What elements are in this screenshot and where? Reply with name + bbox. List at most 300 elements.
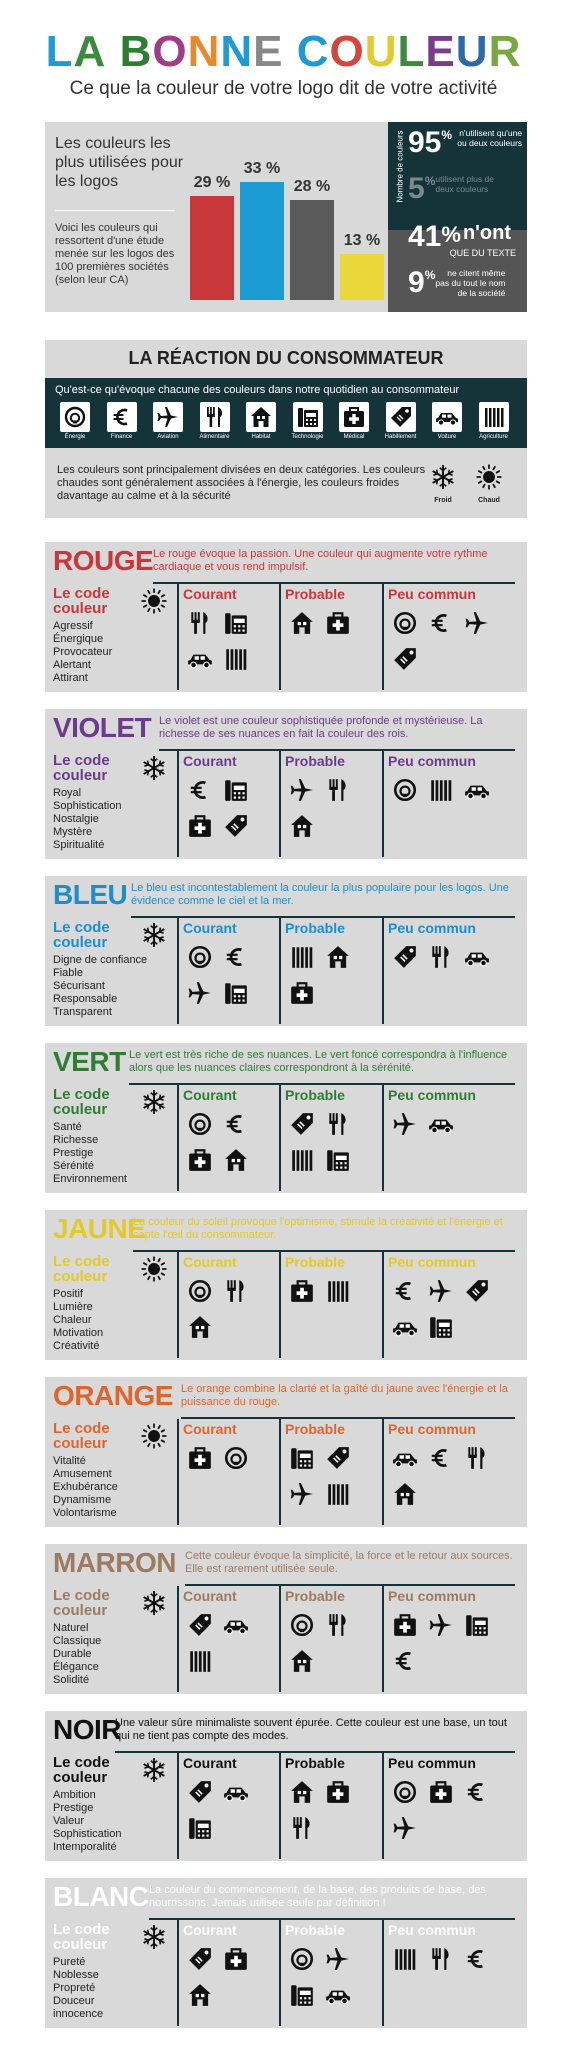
trait-item: Ambition [53, 1789, 96, 1801]
column-divider [279, 751, 281, 857]
category-house [243, 402, 279, 440]
category-label: Finance [110, 434, 133, 440]
trait-item: Intemporalité [53, 1841, 117, 1853]
trait-item: Dynamisme [53, 1494, 112, 1506]
euro-icon [223, 944, 249, 970]
car-icon [325, 1982, 351, 2008]
traits-list [53, 954, 173, 1019]
traits-list [53, 1455, 173, 1520]
trait-item: Attirant [53, 672, 88, 684]
title-letter: N [220, 27, 254, 76]
section-jaune [45, 1210, 527, 1360]
stat-percent: % [424, 174, 436, 188]
price-tag-icon [187, 1779, 213, 1805]
car-icon [428, 1111, 454, 1137]
vertical-label: Nombre de couleurs [395, 130, 405, 203]
euro-icon [428, 1445, 454, 1471]
cutlery-icon [325, 777, 351, 803]
trait-item: Positif [53, 1288, 83, 1300]
sun-icon [141, 588, 167, 614]
fax-icon [223, 777, 249, 803]
column-divider [279, 1586, 281, 1692]
category-label: Habillement [384, 434, 417, 440]
code-couleur-title: Le code couleur [53, 1420, 110, 1452]
column-title-probable: Probable [285, 1755, 345, 1771]
stat-value: 9 [408, 266, 425, 299]
medical-kit-icon [187, 1445, 213, 1471]
cutlery-icon [325, 1111, 351, 1137]
fax-icon [293, 402, 323, 432]
house-icon [289, 813, 315, 839]
column-divider [382, 918, 384, 1024]
title-letter [106, 28, 119, 76]
trait-item: Valeur [53, 1815, 84, 1827]
column-title-peu: Peu commun [388, 920, 476, 936]
trait-item: Durable [53, 1648, 92, 1660]
fax-icon [289, 1982, 315, 2008]
radiator-icon [187, 1648, 213, 1674]
page-title [0, 28, 567, 76]
stats-divider [55, 210, 175, 211]
sun-icon [476, 464, 502, 490]
trait-item: Élégance [53, 1661, 99, 1673]
trait-item: Richesse [53, 1134, 99, 1146]
cutlery-icon [428, 1946, 454, 1972]
stat-row [408, 222, 526, 258]
snowflake-icon [141, 1924, 167, 1950]
snowflake-icon [141, 922, 167, 948]
sun-icon [141, 1256, 167, 1282]
trait-item: Prestige [53, 1802, 94, 1814]
column-divider [382, 1753, 384, 1859]
trait-item: Solidité [53, 1674, 90, 1686]
section-description: La couleur du soleil provoque l'optimisme, stimule la créativité et l'énergie et capte l'œil du consommateur. [133, 1216, 503, 1241]
trait-item: Chaleur [53, 1314, 92, 1326]
reaction-panel [45, 340, 527, 518]
column-title-courant: Courant [183, 1755, 237, 1771]
trait-item: Volontarisme [53, 1507, 117, 1519]
medical-kit-icon [392, 1612, 418, 1638]
car-icon [464, 944, 490, 970]
column-divider [177, 584, 179, 690]
section-rule [115, 1751, 515, 1753]
column-title-courant: Courant [183, 1922, 237, 1938]
medical-kit-icon [325, 1779, 351, 1805]
column-title-probable: Probable [285, 1922, 345, 1938]
fax-icon [187, 1815, 213, 1841]
trait-item: Motivation [53, 1327, 104, 1339]
legend-warm-label: Chaud [478, 497, 500, 504]
trait-item: Sécurisant [53, 980, 105, 992]
trait-item: Sérénité [53, 1160, 94, 1172]
trait-item: Nostalgie [53, 813, 99, 825]
code-couleur-title: Le code couleur [53, 752, 110, 784]
title-letter: U [455, 27, 489, 76]
price-tag-icon [464, 1278, 490, 1304]
house-icon [289, 610, 315, 636]
energy-icon [187, 1111, 213, 1137]
column-divider [177, 1419, 179, 1525]
house-icon [187, 1314, 213, 1340]
category-tag [383, 402, 419, 440]
column-title-probable: Probable [285, 1254, 345, 1270]
column-title-probable: Probable [285, 1087, 345, 1103]
plane-icon [428, 1612, 454, 1638]
car-icon [392, 1314, 418, 1340]
title-letter: B [119, 27, 153, 76]
column-divider [279, 1085, 281, 1191]
plane-icon [289, 777, 315, 803]
column-divider [177, 1753, 179, 1859]
category-euro [104, 402, 140, 440]
stat-percent: % [441, 128, 453, 142]
column-title-peu: Peu commun [388, 753, 476, 769]
trait-item: Propreté [53, 1982, 96, 1994]
code-couleur-title: Le code couleur [53, 1754, 110, 1786]
car-icon [392, 1445, 418, 1471]
column-divider [279, 1920, 281, 2026]
column-divider [279, 918, 281, 1024]
medical-kit-icon [187, 813, 213, 839]
column-divider [382, 1920, 384, 2026]
plane-icon [187, 980, 213, 1006]
radiator-icon [479, 402, 509, 432]
column-title-peu: Peu commun [388, 1922, 476, 1938]
column-divider [382, 1085, 384, 1191]
trait-item: Exhubérance [53, 1481, 118, 1493]
stat-extra: n'ont [462, 222, 512, 244]
traits-list [53, 1121, 173, 1186]
radiator-icon [289, 1147, 315, 1173]
category-label: Agriculture [479, 434, 508, 440]
stats-description: Voici les couleurs qui ressortent d'une étude menée sur les logos des 100 premières sociétés (selon leur CA) [55, 222, 175, 286]
house-icon [246, 402, 276, 432]
radiator-icon [223, 646, 249, 672]
house-icon [223, 1147, 249, 1173]
euro-icon [428, 610, 454, 636]
column-divider [382, 584, 384, 690]
trait-item: Naturel [53, 1622, 89, 1634]
trait-item: Lumière [53, 1301, 93, 1313]
column-title-peu: Peu commun [388, 1588, 476, 1604]
column-divider [177, 751, 179, 857]
euro-icon [464, 1779, 490, 1805]
trait-item: Créativité [53, 1340, 100, 1352]
trait-item: Alertant [53, 659, 91, 671]
section-rule [181, 1417, 515, 1419]
column-divider [177, 1586, 179, 1692]
legend-cold [423, 464, 463, 504]
section-blanc [45, 1878, 527, 2028]
category-fork [197, 402, 233, 440]
section-rule [149, 1918, 515, 1920]
title-letter: N [187, 27, 221, 76]
section-rule [159, 749, 515, 751]
category-label: Énergie [64, 434, 86, 440]
title-letter [284, 28, 297, 76]
house-icon [289, 1779, 315, 1805]
fax-icon [464, 1612, 490, 1638]
title-letter: C [296, 27, 330, 76]
price-tag-icon [392, 944, 418, 970]
energy-icon [289, 1612, 315, 1638]
column-title-peu: Peu commun [388, 586, 476, 602]
traits-list [53, 787, 173, 852]
section-name: MARRON [53, 1547, 176, 1578]
section-description: Une valeur sûre minimaliste souvent épurée. Cette couleur est une base, un tout qui ne tient pas compte des modes. [115, 1717, 507, 1742]
traits-list [53, 1622, 173, 1687]
section-description: Le bleu est incontestablement la couleur la plus populaire pour les logos. Une évidence comme le ciel et la mer. [131, 882, 509, 907]
energy-icon [187, 1278, 213, 1304]
cutlery-icon [289, 1815, 315, 1841]
column-title-courant: Courant [183, 1421, 237, 1437]
column-divider [382, 1586, 384, 1692]
category-label: Technologie [291, 434, 324, 440]
traits-list [53, 1956, 173, 2021]
bar-label: 33 % [243, 160, 281, 177]
category-label: Médical [343, 434, 365, 440]
page-subtitle: Ce que la couleur de votre logo dit de votre activité [69, 78, 498, 99]
medical-kit-icon [289, 1278, 315, 1304]
bar-1 [190, 196, 234, 300]
category-band [45, 378, 527, 448]
category-label: Aviation [157, 434, 179, 440]
cutlery-icon [200, 402, 230, 432]
section-violet [45, 709, 527, 859]
euro-icon [107, 402, 137, 432]
column-title-courant: Courant [183, 1588, 237, 1604]
column-title-probable: Probable [285, 586, 345, 602]
trait-item: Spiritualité [53, 839, 105, 851]
medical-kit-icon [325, 610, 351, 636]
energy-icon [223, 1445, 249, 1471]
column-divider [177, 1085, 179, 1191]
medical-kit-icon [223, 1946, 249, 1972]
section-name: BLEU [53, 879, 128, 910]
title-letter: R [488, 27, 522, 76]
title-letter: U [364, 27, 398, 76]
stat-text: utilisent plus de deux couleurs [435, 174, 494, 194]
column-divider [177, 1252, 179, 1358]
category-car [429, 402, 465, 440]
stat-percent: % [441, 222, 461, 247]
radiator-icon [289, 944, 315, 970]
column-divider [279, 1252, 281, 1358]
trait-item: Noblesse [53, 1969, 99, 1981]
title-letter: E [425, 27, 456, 76]
plane-icon [464, 610, 490, 636]
price-tag-icon [386, 402, 416, 432]
medical-kit-icon [428, 1779, 454, 1805]
plane-icon [325, 1946, 351, 1972]
medical-kit-icon [339, 402, 369, 432]
trait-item: Sophistication [53, 1828, 122, 1840]
column-title-peu: Peu commun [388, 1421, 476, 1437]
stat-value: 5 [408, 172, 425, 205]
snowflake-icon [430, 464, 456, 490]
section-vert [45, 1043, 527, 1193]
bar-2 [240, 182, 284, 300]
euro-icon [187, 777, 213, 803]
euro-icon [223, 1111, 249, 1137]
column-divider [279, 1753, 281, 1859]
section-description: Le vert est très riche de ses nuances. Le vert foncé correspondra à l'influence alors que les nuances claires correspondront à la sérénité. [129, 1049, 508, 1074]
cutlery-icon [428, 944, 454, 970]
section-description: Le orange combine la clarté et la gaîté du jaune avec l'énergie et la puissance du rouge. [181, 1383, 508, 1408]
plane-icon [153, 402, 183, 432]
category-label: Alimentaire [199, 434, 230, 440]
fax-icon [289, 1445, 315, 1471]
code-couleur-title: Le code couleur [53, 585, 110, 617]
title-letter: O [329, 27, 365, 76]
trait-item: innocence [53, 2008, 104, 2020]
euro-icon [392, 1648, 418, 1674]
stat-row [408, 268, 526, 298]
trait-item: Classique [53, 1635, 102, 1647]
fax-icon [223, 980, 249, 1006]
section-marron [45, 1544, 527, 1694]
bar-4 [340, 254, 384, 300]
section-description: Cette couleur évoque la simplicité, la force et le retour aux sources. Elle est rarement utilisée seule. [185, 1550, 513, 1575]
stat-percent: % [424, 268, 436, 282]
trait-item: Royal [53, 787, 82, 799]
snowflake-icon [141, 1757, 167, 1783]
section-rule [153, 582, 515, 584]
fax-icon [223, 610, 249, 636]
snowflake-icon [141, 1590, 167, 1616]
stat-text: n'utilisent qu'une ou deux couleurs [457, 128, 523, 148]
column-title-probable: Probable [285, 1421, 345, 1437]
cutlery-icon [187, 610, 213, 636]
house-icon [325, 944, 351, 970]
code-couleur-title: Le code couleur [53, 1086, 110, 1118]
stat-value: 41 [408, 220, 442, 253]
column-title-peu: Peu commun [388, 1755, 476, 1771]
title-letter: E [253, 27, 284, 76]
category-medical [336, 402, 372, 440]
section-bleu [45, 876, 527, 1026]
section-name: ORANGE [53, 1380, 173, 1411]
euro-icon [464, 1946, 490, 1972]
section-rouge [45, 542, 527, 692]
energy-icon [392, 1779, 418, 1805]
energy-icon [60, 402, 90, 432]
medical-kit-icon [289, 980, 315, 1006]
house-icon [187, 1982, 213, 2008]
stat-text: QUE DU TEXTE [449, 248, 516, 258]
section-description: La couleur du commencement, de la base, des produits de base, des nourrissons. Jamais utilisée seule par définition ! [149, 1884, 486, 1909]
medical-kit-icon [187, 1147, 213, 1173]
plane-icon [392, 1815, 418, 1841]
car-icon [223, 1779, 249, 1805]
stat-row [408, 128, 526, 158]
bar-label: 28 % [293, 178, 331, 195]
car-icon [432, 402, 462, 432]
snowflake-icon [141, 755, 167, 781]
column-divider [382, 1252, 384, 1358]
trait-item: Santé [53, 1121, 82, 1133]
price-tag-icon [289, 1111, 315, 1137]
column-divider [177, 1920, 179, 2026]
price-tag-icon [187, 1946, 213, 1972]
column-title-courant: Courant [183, 1087, 237, 1103]
reaction-question: Qu'est-ce qu'évoque chacune des couleurs dans notre quotidien au consommateur [55, 384, 460, 396]
price-tag-icon [392, 646, 418, 672]
title-letter: L [397, 27, 426, 76]
section-name: VIOLET [53, 712, 152, 743]
trait-item: Provocateur [53, 646, 113, 658]
cutlery-icon [325, 1612, 351, 1638]
radiator-icon [392, 1946, 418, 1972]
column-title-courant: Courant [183, 920, 237, 936]
legend-cold-label: Froid [434, 497, 452, 504]
trait-item: Digne de confiance [53, 954, 148, 966]
plane-icon [289, 1481, 315, 1507]
bar-label: 13 % [343, 232, 381, 249]
section-name: BLANC [53, 1881, 149, 1912]
plane-icon [392, 1111, 418, 1137]
car-icon [464, 777, 490, 803]
column-title-probable: Probable [285, 1588, 345, 1604]
radiator-icon [428, 777, 454, 803]
reaction-title: LA RÉACTION DU CONSOMMATEUR [128, 348, 444, 368]
trait-item: Énergique [53, 633, 104, 645]
bar-label: 29 % [193, 174, 231, 191]
bar-3 [290, 200, 334, 300]
stat-text: ne citent même pas du tout le nom de la société [435, 268, 506, 298]
title-letter: A [73, 27, 107, 76]
energy-icon [392, 610, 418, 636]
category-label: Habitat [251, 434, 271, 440]
category-label: Voiture [437, 434, 457, 440]
trait-item: Responsable [53, 993, 118, 1005]
section-rule [185, 1584, 515, 1586]
trait-item: Prestige [53, 1147, 94, 1159]
trait-item: Sophistication [53, 800, 122, 812]
stat-row [408, 174, 526, 204]
title-letter: L [45, 27, 74, 76]
section-rule [133, 1250, 515, 1252]
column-title-courant: Courant [183, 586, 237, 602]
section-description: Le rouge évoque la passion. Une couleur qui augmente votre rythme cardiaque et vous rend impulsif. [153, 548, 488, 573]
section-rule [129, 1083, 515, 1085]
snowflake-icon [141, 1089, 167, 1115]
euro-icon [392, 1278, 418, 1304]
trait-item: Amusement [53, 1468, 112, 1480]
column-divider [177, 918, 179, 1024]
stats-panel [45, 122, 527, 312]
code-couleur-title: Le code couleur [53, 919, 110, 951]
car-icon [223, 1612, 249, 1638]
fax-icon [428, 1314, 454, 1340]
section-name: ROUGE [53, 545, 154, 576]
radiator-icon [325, 1278, 351, 1304]
category-wheat [476, 402, 512, 440]
legend-warm [469, 464, 509, 504]
category-energy [57, 402, 93, 440]
trait-item: Pureté [53, 1956, 86, 1968]
column-title-courant: Courant [183, 753, 237, 769]
fax-icon [325, 1147, 351, 1173]
section-orange [45, 1377, 527, 1527]
energy-icon [187, 944, 213, 970]
column-divider [382, 1419, 384, 1525]
column-title-peu: Peu commun [388, 1254, 476, 1270]
price-tag-icon [187, 1612, 213, 1638]
cutlery-icon [223, 1278, 249, 1304]
stats-summary [388, 122, 527, 312]
trait-item: Fiable [53, 967, 83, 979]
